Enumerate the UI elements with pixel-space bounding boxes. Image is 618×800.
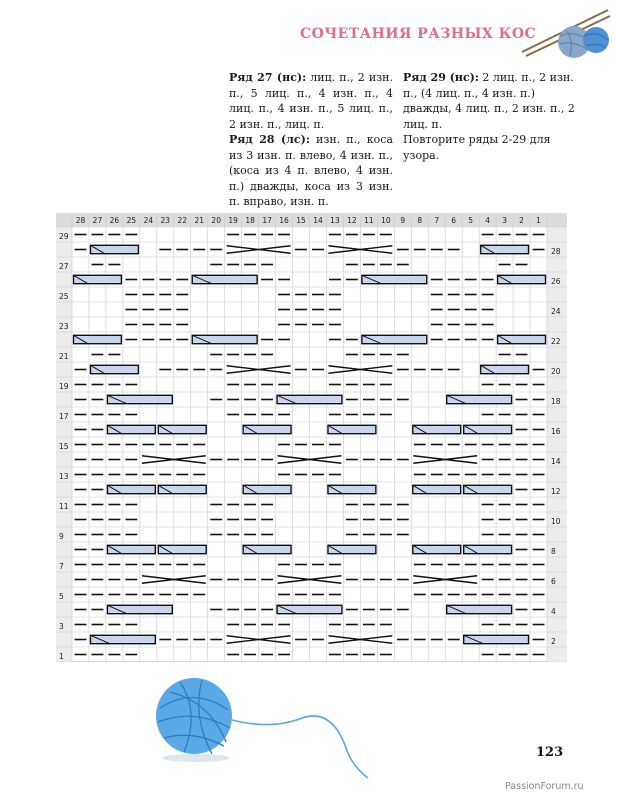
row-number-label-odd: 11 (59, 502, 69, 511)
column-number-label: 21 (194, 216, 205, 225)
row-number-label-odd: 15 (59, 442, 69, 451)
row-number-label-odd: 27 (59, 262, 69, 271)
row-number-label-even: 24 (551, 307, 561, 316)
column-number-label: 16 (279, 216, 289, 225)
row-number-label-even: 8 (551, 547, 556, 556)
instructions-left (229, 70, 393, 210)
column-number-label: 12 (347, 216, 357, 225)
row-28-instruction: Ряд 28 (лс): изн. п., коса из 3 изн. п. влево, 4 изн. п., (коса из 4 п. влево, 4 изн. п.) дважды, коса из 3 изн. п. вправо, изн. п. (229, 133, 393, 208)
column-number-label: 19 (228, 216, 238, 225)
row-number-label-even: 16 (551, 427, 561, 436)
row-number-label-odd: 29 (59, 232, 69, 241)
row-number-label-odd: 25 (59, 292, 69, 301)
row-number-label-even: 20 (551, 367, 561, 376)
page-number: 123 (536, 745, 564, 760)
yarn-ball-icon (150, 668, 380, 788)
site-watermark: PassionForum.ru (505, 781, 584, 792)
column-number-label: 26 (109, 216, 120, 225)
row-number-label-even: 18 (551, 397, 561, 406)
column-number-label: 17 (262, 216, 272, 225)
row-number-label-odd: 21 (59, 352, 69, 361)
row-number-label-odd: 1 (59, 652, 64, 661)
chart-right-gutter (547, 227, 567, 662)
section-title: СОЧЕТАНИЯ РАЗНЫХ КОС (300, 26, 537, 42)
row-number-label-even: 12 (551, 487, 561, 496)
column-number-label: 18 (245, 216, 255, 225)
row-number-label-even: 4 (551, 607, 556, 616)
column-number-label: 10 (381, 216, 391, 225)
instructions-right (403, 70, 575, 163)
column-number-label: 9 (400, 216, 406, 225)
row-number-label-odd: 17 (59, 412, 69, 421)
row-29-instruction: Ряд 29 (нс): 2 лиц. п., 2 изн. п., (4 лиц. п., 4 изн. п.) дважды, 4 лиц. п., 2 изн. п., 2 лиц. п. (403, 71, 575, 131)
knitting-chart-svg (56, 213, 567, 662)
row-number-label-even: 28 (551, 247, 561, 256)
row-number-label-odd: 19 (59, 382, 69, 391)
row-number-label-odd: 3 (59, 622, 64, 631)
column-number-label: 5 (468, 216, 474, 225)
column-number-label: 4 (485, 216, 491, 225)
row-number-label-odd: 13 (59, 472, 69, 481)
row-number-label-even: 10 (551, 517, 561, 526)
column-number-label: 22 (177, 216, 188, 225)
column-number-label: 2 (519, 216, 524, 225)
row-number-label-even: 26 (551, 277, 561, 286)
column-number-label: 1 (536, 216, 541, 225)
row-number-label-even: 2 (551, 637, 556, 646)
row-number-label-odd: 7 (59, 562, 64, 571)
column-number-label: 8 (417, 216, 423, 225)
column-number-label: 15 (296, 216, 306, 225)
row-number-label-even: 14 (551, 457, 561, 466)
column-number-label: 14 (313, 216, 323, 225)
column-number-label: 6 (451, 216, 457, 225)
row-27-instruction: Ряд 27 (нс): лиц. п., 2 изн. п., 5 лиц. п., 4 изн. п., 4 лиц. п., 4 изн. п., 5 лиц. п., 2 изн. п., лиц. п. (229, 71, 393, 131)
column-number-label: 11 (364, 216, 374, 225)
yarn-balls-needles-icon (516, 4, 612, 64)
knitting-chart (56, 213, 567, 662)
column-number-label: 24 (143, 216, 154, 225)
column-number-label: 3 (502, 216, 507, 225)
column-number-label: 27 (92, 216, 103, 225)
row-number-label-odd: 9 (59, 532, 64, 541)
row-number-label-odd: 5 (59, 592, 64, 601)
row-number-label-even: 6 (551, 577, 556, 586)
row-number-label-even: 22 (551, 337, 561, 346)
column-number-label: 23 (160, 216, 171, 225)
column-number-label: 20 (211, 216, 221, 225)
column-number-label: 13 (330, 216, 340, 225)
repeat-instruction: Повторите ряды 2-29 для узора. (403, 133, 551, 162)
column-number-label: 25 (126, 216, 137, 225)
column-number-label: 28 (75, 216, 86, 225)
row-number-label-odd: 23 (59, 322, 69, 331)
column-number-label: 7 (434, 216, 440, 225)
